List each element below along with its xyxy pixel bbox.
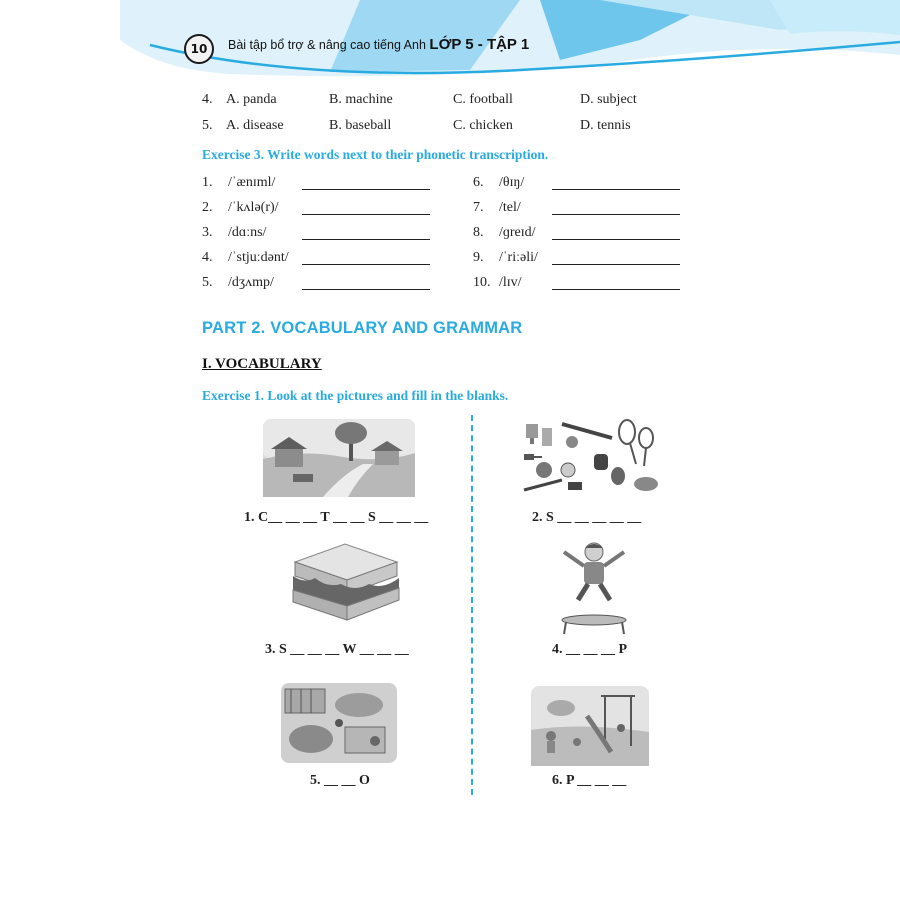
mc-num: 4. [202, 92, 213, 107]
vocabulary-heading: I. VOCABULARY [202, 356, 322, 372]
phonetic-transcription: /ˈstjuːdənt/ [228, 250, 289, 265]
answer-blank[interactable] [302, 239, 430, 240]
book-title [228, 36, 529, 53]
playground-picture [531, 686, 649, 766]
phonetic-transcription: /θɪŋ/ [499, 175, 525, 190]
sports-equipment-picture [522, 418, 662, 498]
page-number-badge: 10 [184, 34, 214, 64]
item-number: 5. [202, 275, 213, 290]
picture-caption-1: 1. C__ __ __ T __ __ S __ __ __ [244, 510, 429, 525]
picture-caption-4: 4. __ __ __ P [552, 642, 628, 657]
phonetic-transcription: /dɑːns/ [228, 225, 267, 240]
mc-option-d: D. subject [580, 92, 637, 107]
mc-option-b: B. machine [329, 92, 393, 107]
phonetic-transcription: /ˈænɪml/ [228, 175, 276, 190]
item-number: 8. [473, 225, 484, 240]
item-number: 1. [202, 175, 213, 190]
item-number: 3. [202, 225, 213, 240]
item-number: 2. [202, 200, 213, 215]
answer-blank[interactable] [302, 214, 430, 215]
part2-heading: PART 2. VOCABULARY AND GRAMMAR [202, 319, 523, 337]
phonetic-transcription: /lɪv/ [499, 275, 522, 290]
exercise1-title: Exercise 1. Look at the pictures and fill in the blanks. [202, 388, 509, 403]
mc-num: 5. [202, 118, 213, 133]
picture-caption-3: 3. S __ __ __ W __ __ __ [265, 642, 409, 657]
item-number: 10. [473, 275, 491, 290]
picture-caption-6: 6. P __ __ __ [552, 773, 627, 788]
mc-option-b: B. baseball [329, 118, 392, 133]
phonetic-transcription: /dʒʌmp/ [228, 275, 274, 290]
picture-caption-2: 2. S __ __ __ __ __ [532, 510, 642, 525]
answer-blank[interactable] [552, 264, 680, 265]
item-number: 9. [473, 250, 484, 265]
phonetic-transcription: /ɡreɪd/ [499, 225, 536, 240]
phonetic-transcription: /ˈriːəli/ [499, 250, 538, 265]
answer-blank[interactable] [552, 214, 680, 215]
book-title-grade: LỚP 5 - TẬP 1 [429, 36, 530, 53]
sandwich-picture [285, 540, 405, 622]
mc-option-d: D. tennis [580, 118, 631, 133]
mc-option-c: C. chicken [453, 118, 513, 133]
picture-caption-5: 5. __ __ O [310, 773, 370, 788]
answer-blank[interactable] [552, 189, 680, 190]
answer-blank[interactable] [552, 289, 680, 290]
zoo-picture [281, 683, 397, 763]
column-divider [471, 415, 473, 795]
answer-blank[interactable] [302, 289, 430, 290]
mc-option-a: A. disease [226, 118, 284, 133]
exercise3-title: Exercise 3. Write words next to their phonetic transcription. [202, 147, 549, 162]
countryside-picture [263, 419, 415, 497]
item-number: 7. [473, 200, 484, 215]
mc-option-c: C. football [453, 92, 513, 107]
phonetic-transcription: /ˈkʌlə(r)/ [228, 200, 279, 215]
item-number: 6. [473, 175, 484, 190]
answer-blank[interactable] [552, 239, 680, 240]
mc-option-a: A. panda [226, 92, 277, 107]
trampoline-jump-picture [554, 538, 634, 636]
item-number: 4. [202, 250, 213, 265]
book-title-prefix: Bài tập bổ trợ & nâng cao tiếng Anh [228, 38, 430, 52]
phonetic-transcription: /tel/ [499, 200, 521, 215]
answer-blank[interactable] [302, 189, 430, 190]
answer-blank[interactable] [302, 264, 430, 265]
